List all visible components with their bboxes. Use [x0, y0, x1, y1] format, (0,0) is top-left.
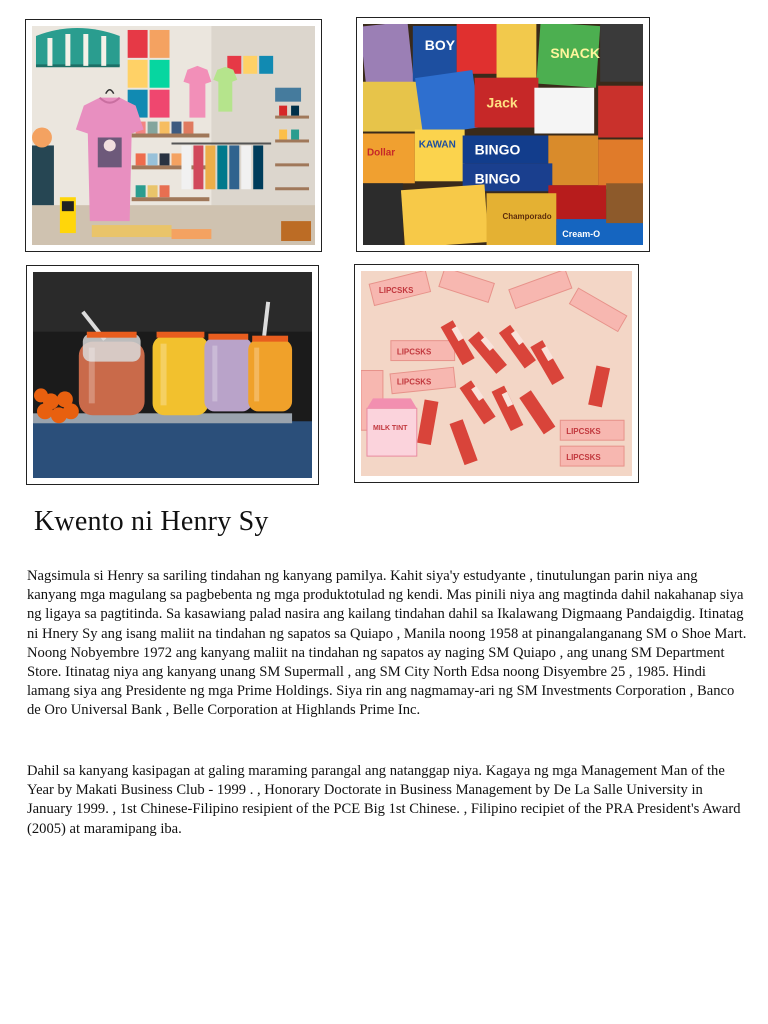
snack-label: Jack: [486, 94, 518, 111]
paragraph-awards: Dahil sa kanyang kasipagan at galing maraming parangal ang natanggap niya. Kagaya ng mga Management Man of the Year by Makati Business Club - 1999 . , Honorary Doctorate in Business Management by De La Salle University in January 1999. , 1st Chinese-Filipino resipient of the PCE Big 1st Chinese. , Filipino recipiet of the PRA President's Award (2005) at maramipang iba.: [27, 763, 741, 837]
photo-snacks: [356, 17, 650, 252]
lipstick-label: LIPCSKS: [566, 427, 601, 437]
lipstick-label: MILK TINT: [372, 425, 408, 433]
lipstick-label: LIPCSKS: [566, 453, 601, 463]
lipstick-label: LIPCSKS: [396, 377, 432, 387]
snack-label: SNACK: [550, 44, 600, 61]
snack-label: Champorado: [502, 212, 552, 222]
lipstick-label: LIPCSKS: [396, 347, 432, 357]
snack-label: Cream-O: [562, 229, 601, 240]
photo-drinks: [26, 265, 319, 485]
lipsticks-image: [361, 271, 632, 476]
lipstick-label: LIPCSKS: [378, 285, 414, 295]
photo-lipsticks: [354, 264, 639, 483]
snack-label: BINGO: [474, 170, 521, 187]
snack-label: BINGO: [474, 141, 521, 158]
snack-label: KAWAN: [418, 139, 456, 151]
drinks-image: [33, 272, 312, 478]
snacks-image: [363, 24, 643, 245]
snack-label: Dollar: [366, 147, 396, 159]
page-title: Kwento ni Henry Sy: [34, 506, 269, 537]
paragraph-history: Nagsimula si Henry sa sariling tindahan ng kanyang pamilya. Kahit siya'y estudyante , tinutulungan parin niya ang kanyang mga magulang sa pagbebenta ng mga produktotulad ng kendi. Mas pinili niya ang magtinda dahil nakahanap siya ng ligaya sa pagtitinda. Sa kasawiang palad nasira ang kailang tindahan dahil sa Ikalawang Digmaang Pandaigdig. Itinatag ni Hnery Sy ang isang maliit na tindahan ng sapatos sa Quiapo , Manila noong 1958 at pinangalanganang SM o Shoe Mart. Noong Nobyembre 1972 ang kanyang maliit na tindahan ng sapatos ay naging SM Quiapo , ang unang SM Department Store. Itinatag niya ang kanyang unang SM Supermall , ang SM City North Edsa noong Disyembre 25 , 1985. Hindi lamang siya ang Presidente ng mga Prime Holdings. Siya rin ang nagmamay-ari ng SM Investments Corporation , Banco de Oro Universal Bank , Belle Corporation at Highlands Prime Inc.: [27, 568, 747, 719]
snack-label: BOY: [424, 36, 455, 53]
photo-clothing-store: [25, 19, 322, 252]
clothing-store-image: [32, 26, 315, 245]
